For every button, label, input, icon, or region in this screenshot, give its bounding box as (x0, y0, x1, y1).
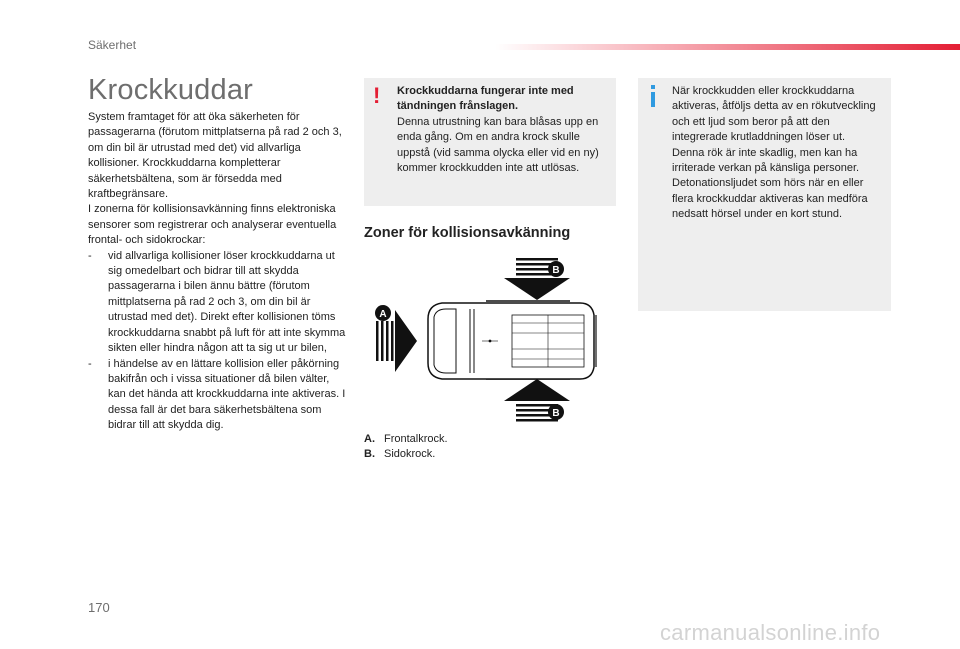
label-b-bottom: B (552, 408, 560, 419)
info-paragraph: Detonationsljudet som hörs när en eller flera krockkuddar aktiveras kan medföra nedsatt hörsel under en kort stund. (672, 177, 868, 221)
label-b-top-badge (548, 261, 564, 277)
label-b-bottom-badge (548, 404, 564, 420)
info-icon (647, 85, 659, 107)
zones-heading: Zoner för kollisionsavkänning (364, 225, 571, 241)
warning-icon: ! (373, 83, 381, 108)
info-text (672, 84, 886, 223)
legend-text: Frontalkrock. (384, 433, 448, 445)
watermark: carmanualsonline.info (660, 620, 881, 645)
page-number: 170 (88, 600, 110, 615)
intro-paragraph: System framtaget för att öka säkerheten för passagerarna (förutom mittplatserna på rad 2 och 3, om din bil är utrustad med det) vid allvarliga kollisioner. Krockkuddarna kompletterar säkerhetsbältena, som är försedda med kraftbegränsare. (88, 111, 342, 201)
list-dash: - (88, 357, 92, 370)
info-paragraph: När krockkudden eller krockkuddarna aktiveras, åtföljs detta av en rökutveckling och ett ljud som beror på att den integrerade krutladdningen löser ut. (672, 85, 876, 144)
diagram-legend (364, 432, 448, 463)
legend-text: Sidokrock. (384, 448, 436, 461)
zones-paragraph: I zonerna för kollisionsavkänning finns elektroniska sensorer som registrerar och analyserar eventuella frontal- och sidokrockar: (88, 203, 337, 247)
warning-bold-text: Krockkuddarna fungerar inte med tändningen frånslagen. (397, 85, 574, 113)
warning-text (397, 84, 609, 176)
info-paragraph: Denna rök är inte skadlig, men kan ha irriterade verkan på känsliga personer. (672, 146, 860, 175)
label-a: A (379, 309, 387, 320)
vehicle-top-view-icon (428, 303, 596, 379)
label-b-top: B (552, 265, 560, 276)
legend-key: A. (364, 433, 375, 445)
list-item (88, 249, 350, 357)
list-item-text: vid allvarliga kollisioner löser krockkuddarna ut sig omedelbart och bidrar till att skydda passagerarna i bilen ännu bättre (förutom mittplatserna på rad 2 och 3, om din bil är utrustad med det). Direkt efter kollisionen töms krockkuddarna snabbt på luft för att inte skymma sikten eller hindra någon att ta sig ut ur bilen, (108, 249, 346, 355)
collision-zones-diagram (370, 255, 600, 425)
list-item (88, 357, 350, 434)
list-dash: - (88, 249, 92, 262)
label-a-badge (375, 305, 391, 321)
section-title: Säkerhet (88, 38, 137, 52)
legend-key: B. (364, 448, 375, 461)
warning-body-text: Denna utrustning kan bara blåsas upp en enda gång. Om en andra krock skulle uppstå (vid samma olycka eller vid en ny) kommer krockkudden inte att utlösas. (397, 115, 599, 175)
page-title: Krockkuddar (88, 74, 253, 106)
header-accent-bar (495, 44, 960, 50)
main-text-column (88, 110, 350, 434)
list-item-text: i händelse av en lättare kollision eller påkörning bakifrån och i vissa situationer då bilen välter, kan det hända att krockkuddarna inte aktiveras. I dessa fall är det bara säkerhetsbältena som bidrar till att skydda dig. (108, 357, 346, 432)
legend-item (364, 432, 448, 447)
legend-item (364, 447, 448, 462)
